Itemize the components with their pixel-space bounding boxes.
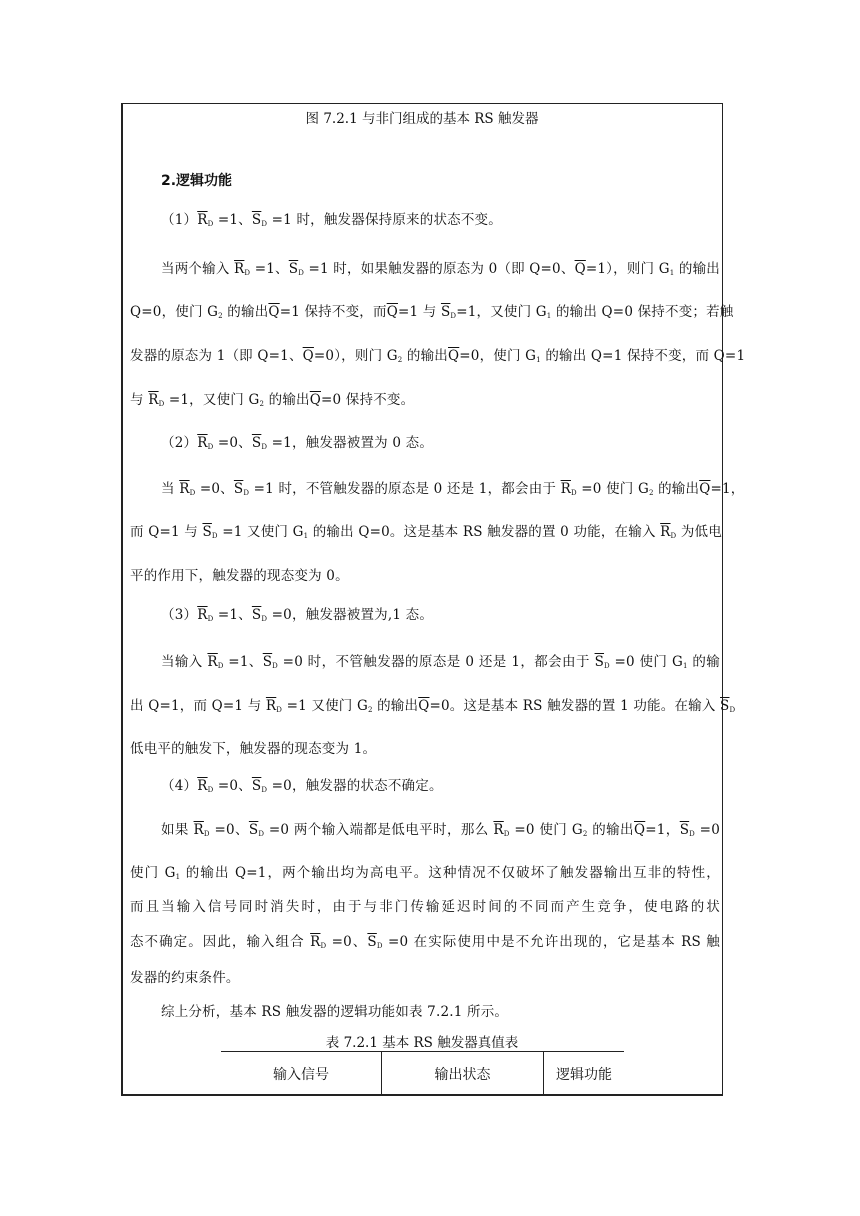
body-line: 与 $\overline{R}_D =1$，又使门 $G_2$ 的输出$\overline{Q}=0$ 保持不变。 (130, 392, 415, 408)
body-line: 当 $\overline{R}_D =0$、$\overline{S}_D =1$ 时，不管触发器的原态是 0 还是 1，都会由于 $\overline{R}_D =0$ 使门 $G_2$ 的输出$\overline{Q}=1$， (161, 481, 745, 497)
body-line: $(1)\overline{R}_D =1$、$\overline{S}_D =1$ 时，触发器保持原来的状态不变。 (161, 212, 502, 228)
body-line: 低电平的触发下，触发器的现态变为 1。 (130, 741, 377, 757)
table-header-cell: 输入信号 (221, 1052, 382, 1097)
body-line: 而 Q=1 与 $\overline{S}_D =1$ 又使门 $G_1$ 的输出 Q=0。这是基本 RS 触发器的置 0 功能，在输入 $\overline{R}_D$ 为低电 (130, 524, 722, 540)
body-line: 发器的约束条件。 (130, 970, 240, 986)
body-line: 综上分析，基本 RS 触发器的逻辑功能如表 7.2.1 所示。 (161, 1004, 509, 1020)
figure-caption: 图 7.2.1 与非门组成的基本 RS 触发器 (305, 111, 539, 127)
body-line: $(3)\overline{R}_D =1$、$\overline{S}_D =0$，触发器被置为,1 态。 (161, 607, 434, 623)
body-line: 如果 $\overline{R}_D =0$、$\overline{S}_D =0$ 两个输入端都是低电平时，那么 $\overline{R}_D =0$ 使门 $G_2$ 的输出$\overline{Q}=1$，$\overline{S}_D =0$ (161, 822, 720, 838)
truth-table (221, 1051, 624, 1096)
table-caption: 表 7.2.1 基本 RS 触发器真值表 (325, 1035, 519, 1051)
body-line: 发器的原态为 1（即 Q=1、$\overline{Q}=0$），则门 $G_2$ 的输出$\overline{Q}=0$，使门 $G_1$ 的输出 Q=1 保持不变，而 Q=1 (130, 348, 746, 364)
body-line: 使门 $G_1$ 的输出 Q=1，两个输出均为高电平。这种情况不仅破坏了触发器输出互非的特性， (130, 865, 720, 881)
table-header-cell: 输出状态 (382, 1052, 544, 1097)
body-line: Q=0，使门 $G_2$ 的输出$\overline{Q}=1$ 保持不变，而$\overline{Q}=1$ 与 $\overline{S}_D=1$，又使门 $G_1$ 的输出 Q=0 保持不变；若触 (130, 304, 734, 320)
body-line: 平的作用下，触发器的现态变为 0。 (130, 568, 349, 584)
section-heading: 2.逻辑功能 (161, 173, 233, 189)
body-line: 当输入 $\overline{R}_D =1$、$\overline{S}_D =0$ 时，不管触发器的原态是 0 还是 1，都会由于 $\overline{S}_D =0$ 使门 $G_1$ 的输 (161, 654, 720, 670)
body-line: $(2)\overline{R}_D =0$、$\overline{S}_D =1$，触发器被置为 0 态。 (161, 435, 434, 451)
body-line: 出 Q=1，而 Q=1 与 $\overline{R}_D =1$ 又使门 $G_2$ 的输出$\overline{Q}=0$。这是基本 RS 触发器的置 1 功能。在输入 $\overline{S}_D$ (130, 698, 736, 714)
table-header-cell: 逻辑功能 (544, 1052, 625, 1097)
body-line: $(4)\overline{R}_D =0$、$\overline{S}_D =0$，触发器的状态不确定。 (161, 778, 443, 794)
body-line: 当两个输入 $\overline{R}_D =1$、$\overline{S}_D =1$ 时，如果触发器的原态为 0（即 Q=0、$\overline{Q}=1$），则门 $G_1$ 的输出 (161, 261, 720, 277)
body-line: 态不确定。因此，输入组合 $\overline{R}_D =0$、$\overline{S}_D =0$ 在实际使用中是不允许出现的，它是基本 RS 触 (130, 934, 720, 950)
table-header-row (221, 1052, 624, 1097)
body-line: 而且当输入信号同时消失时，由于与非门传输延迟时间的不同而产生竞争，使电路的状 (130, 899, 720, 915)
